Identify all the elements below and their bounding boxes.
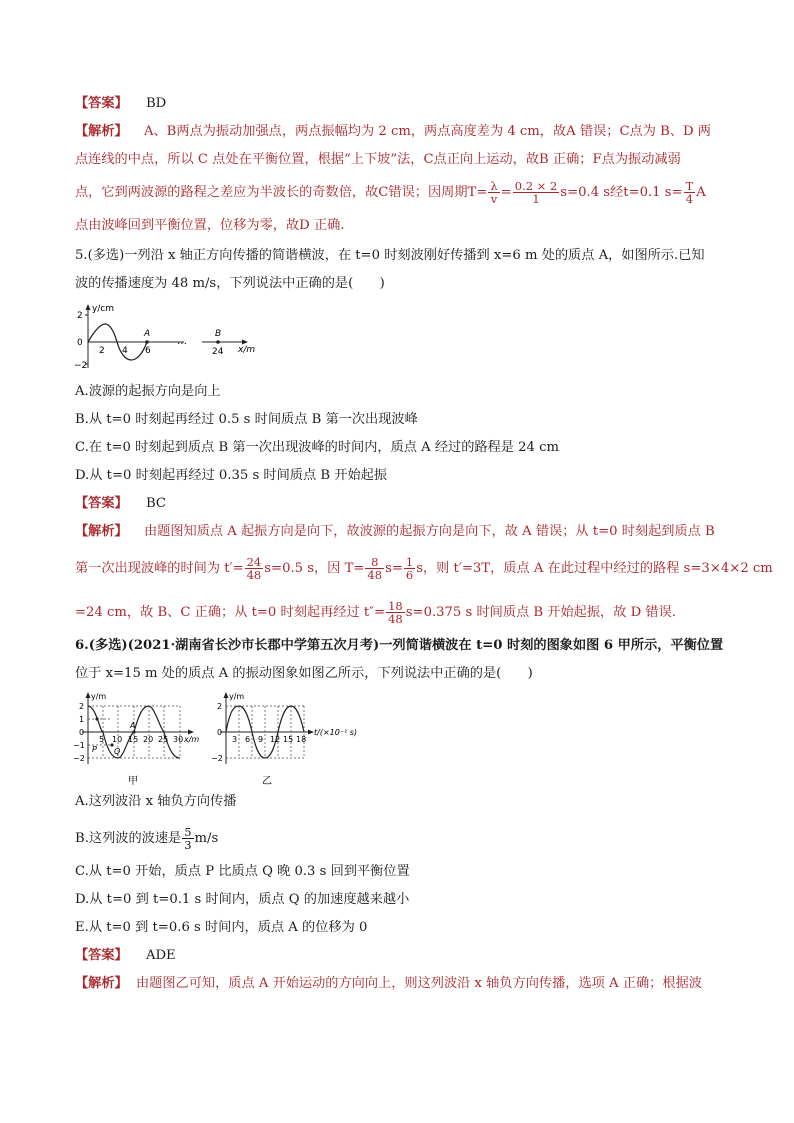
analysis-tag: 【解析】 — [75, 976, 128, 991]
x-tick: 6 — [245, 735, 251, 744]
y-tick: 2 — [79, 702, 85, 711]
point-a-label: A — [144, 329, 151, 339]
x-axis-label: x/m — [184, 735, 200, 744]
q4-analysis-line-2: 点连线的中点，所以 C 点处在平衡位置，根据“上下坡”法，C点正向上运动，故B 正确；F点为振动减弱 — [75, 152, 681, 167]
fraction: $\frac{24}{48}$ — [246, 555, 262, 582]
q6-stem-line-1: 6.(多选)(2021·湖南省长沙市长郡中学第五次月考)一列简谐横波在 t=0 时刻的图象如图 6 甲所示，平衡位置 — [75, 638, 724, 653]
q5-option-a: A.波源的起振方向是向上 — [75, 384, 221, 399]
y-tick: 0 — [77, 338, 83, 348]
x-tick: 15 — [283, 735, 294, 744]
y-tick: 0 — [217, 728, 223, 737]
q6-analysis-line-1 — [75, 974, 702, 994]
q6-option-c: C.从 t=0 开始，质点 P 比质点 Q 晚 0.3 s 回到平衡位置 — [75, 864, 410, 879]
x-tick: 20 — [143, 735, 154, 744]
q6-option-d: D.从 t=0 到 t=0.1 s 时间内，质点 Q 的加速度越来越小 — [75, 892, 410, 907]
q6-option-b: B.这列波的波速是 $\frac{5}{3}$ m/s — [75, 825, 219, 852]
q6-option-a: A.这列波沿 x 轴负方向传播 — [75, 794, 237, 809]
q6-answer-line — [75, 946, 176, 966]
analysis-text: 由题图知质点 A 起振方向是向下，故波源的起振方向是向下，故 A 错误；从 t=0 时刻起到质点 B — [143, 524, 715, 539]
q6-figure-jia — [72, 688, 202, 788]
x-axis-label: x/m — [238, 345, 256, 355]
fraction: $\frac{8}{48}$ — [367, 555, 383, 582]
y-tick: −1 — [73, 741, 85, 750]
answer-value: ADE — [145, 948, 176, 963]
y-tick: −2 — [211, 754, 223, 763]
fraction: $\frac{1}{6}$ — [405, 555, 414, 582]
answer-value: BD — [145, 96, 167, 111]
y-tick: 0 — [79, 728, 85, 737]
y-tick: 2 — [217, 702, 223, 711]
y-tick: −2 — [74, 361, 88, 371]
analysis-text: 由题图乙可知，质点 A 开始运动的方向向上，则这列波沿 x 轴负方向传播，选项 A 正确；根据波 — [135, 976, 702, 991]
q6-option-e: E.从 t=0 到 t=0.6 s 时间内，质点 A 的位移为 0 — [75, 920, 368, 935]
x-tick: 25 — [158, 735, 169, 744]
x-tick: 15 — [128, 735, 139, 744]
fraction: $\frac{0.2 \times 2}{1}$ — [514, 179, 558, 206]
answer-tag: 【答案】 — [75, 96, 128, 111]
ellipsis: … — [177, 336, 187, 347]
x-axis-label: t/(×10⁻¹ s) — [314, 728, 358, 737]
fraction: $\frac{5}{3}$ — [184, 825, 192, 852]
q4-analysis-line-4: 点由波峰回到平衡位置，位移为零，故D 正确. — [75, 218, 345, 233]
q5-analysis-line-2: 第一次出现波峰的时间为 t′= $\frac{24}{48}$ s=0.5 s，因 T= $\frac{8}{48}$ s= $\frac{1}{6}$ s，则 t′=3T，质点 A 在此过程中经过的路程 s=3×4×2 cm — [75, 555, 773, 582]
x-tick: 3 — [232, 735, 238, 744]
analysis-tag: 【解析】 — [75, 124, 128, 139]
q4-analysis-line-1 — [75, 122, 711, 142]
q6-stem-line-2: 位于 x=15 m 处的质点 A 的振动图象如图乙所示，下列说法中正确的是( ) — [75, 666, 533, 681]
q5-option-d: D.从 t=0 时刻起再经过 0.35 s 时间质点 B 开始起振 — [75, 468, 388, 483]
x-tick: 18 — [296, 735, 307, 744]
q5-answer-line — [75, 494, 166, 514]
x-tick: 2 — [99, 346, 105, 356]
point-a-label: A — [130, 721, 136, 730]
x-tick: 24 — [212, 347, 224, 357]
q5-option-c: C.在 t=0 时刻起到质点 B 第一次出现波峰的时间内，质点 A 经过的路程是 24 cm — [75, 440, 560, 455]
analysis-tag: 【解析】 — [75, 524, 128, 539]
q5-option-b: B.从 t=0 时刻起再经过 0.5 s 时间质点 B 第一次出现波峰 — [75, 412, 418, 427]
x-tick: 6 — [145, 346, 151, 356]
point-q-label: Q — [114, 747, 121, 756]
x-tick: 10 — [112, 735, 123, 744]
point-b-label: B — [215, 329, 222, 339]
q5-stem-line-2: 波的传播速度为 48 m/s，下列说法中正确的是( ) — [75, 276, 385, 291]
x-tick: 12 — [270, 735, 281, 744]
y-axis-label: y/m — [91, 692, 107, 701]
analysis-text: 点，它到两波源的路程之差应为半波长的奇数倍，故C错误；因周期T= — [75, 185, 488, 200]
q5-analysis-line-3: =24 cm，故 B、C 正确；从 t=0 时刻起再经过 t″= $\frac{18}{48}$ s=0.375 s 时间质点 B 开始起振，故 D 错误. — [75, 599, 676, 626]
x-tick: 30 — [173, 735, 184, 744]
x-tick: 9 — [258, 735, 264, 744]
y-tick: 2 — [77, 311, 83, 321]
y-axis-label: y/cm — [92, 304, 115, 314]
q6-figure-yi — [210, 688, 370, 788]
q5-analysis-line-1 — [75, 522, 715, 542]
y-axis-label: y/m — [229, 692, 245, 701]
x-tick: 4 — [122, 346, 128, 356]
analysis-text: A、B两点为振动加强点，两点振幅均为 2 cm，两点高度差为 4 cm，故A 错误；C点为 B、D 两 — [143, 124, 711, 139]
q5-stem-line-1: 5.(多选)一列沿 x 轴正方向传播的简谐横波，在 t=0 时刻波刚好传播到 x=6 m 处的质点 A，如图所示.已知 — [75, 248, 705, 263]
y-tick: −2 — [73, 754, 85, 763]
fraction: $\frac{T}{4}$ — [685, 179, 694, 206]
figure-caption: 乙 — [262, 776, 272, 787]
answer-tag: 【答案】 — [75, 948, 128, 963]
q4-answer-line — [75, 94, 166, 114]
x-tick: 5 — [99, 735, 105, 744]
figure-caption: 甲 — [128, 776, 138, 787]
point-p-label: P — [92, 745, 97, 754]
y-tick: 1 — [79, 715, 85, 724]
fraction: $\frac{18}{48}$ — [388, 599, 403, 626]
q5-wave-figure — [72, 300, 272, 372]
fraction: $\frac{\lambda}{v}$ — [490, 179, 498, 206]
q4-analysis-line-3: 点，它到两波源的路程之差应为半波长的奇数倍，故C错误；因周期T= $\frac{\lambda}{v}$ = $\frac{0.2 \times 2}{1}$ s=0.4 s经t=0.1 s= $\frac{T}{4}$ A — [75, 179, 706, 206]
answer-value: BC — [145, 496, 166, 511]
answer-tag: 【答案】 — [75, 496, 128, 511]
